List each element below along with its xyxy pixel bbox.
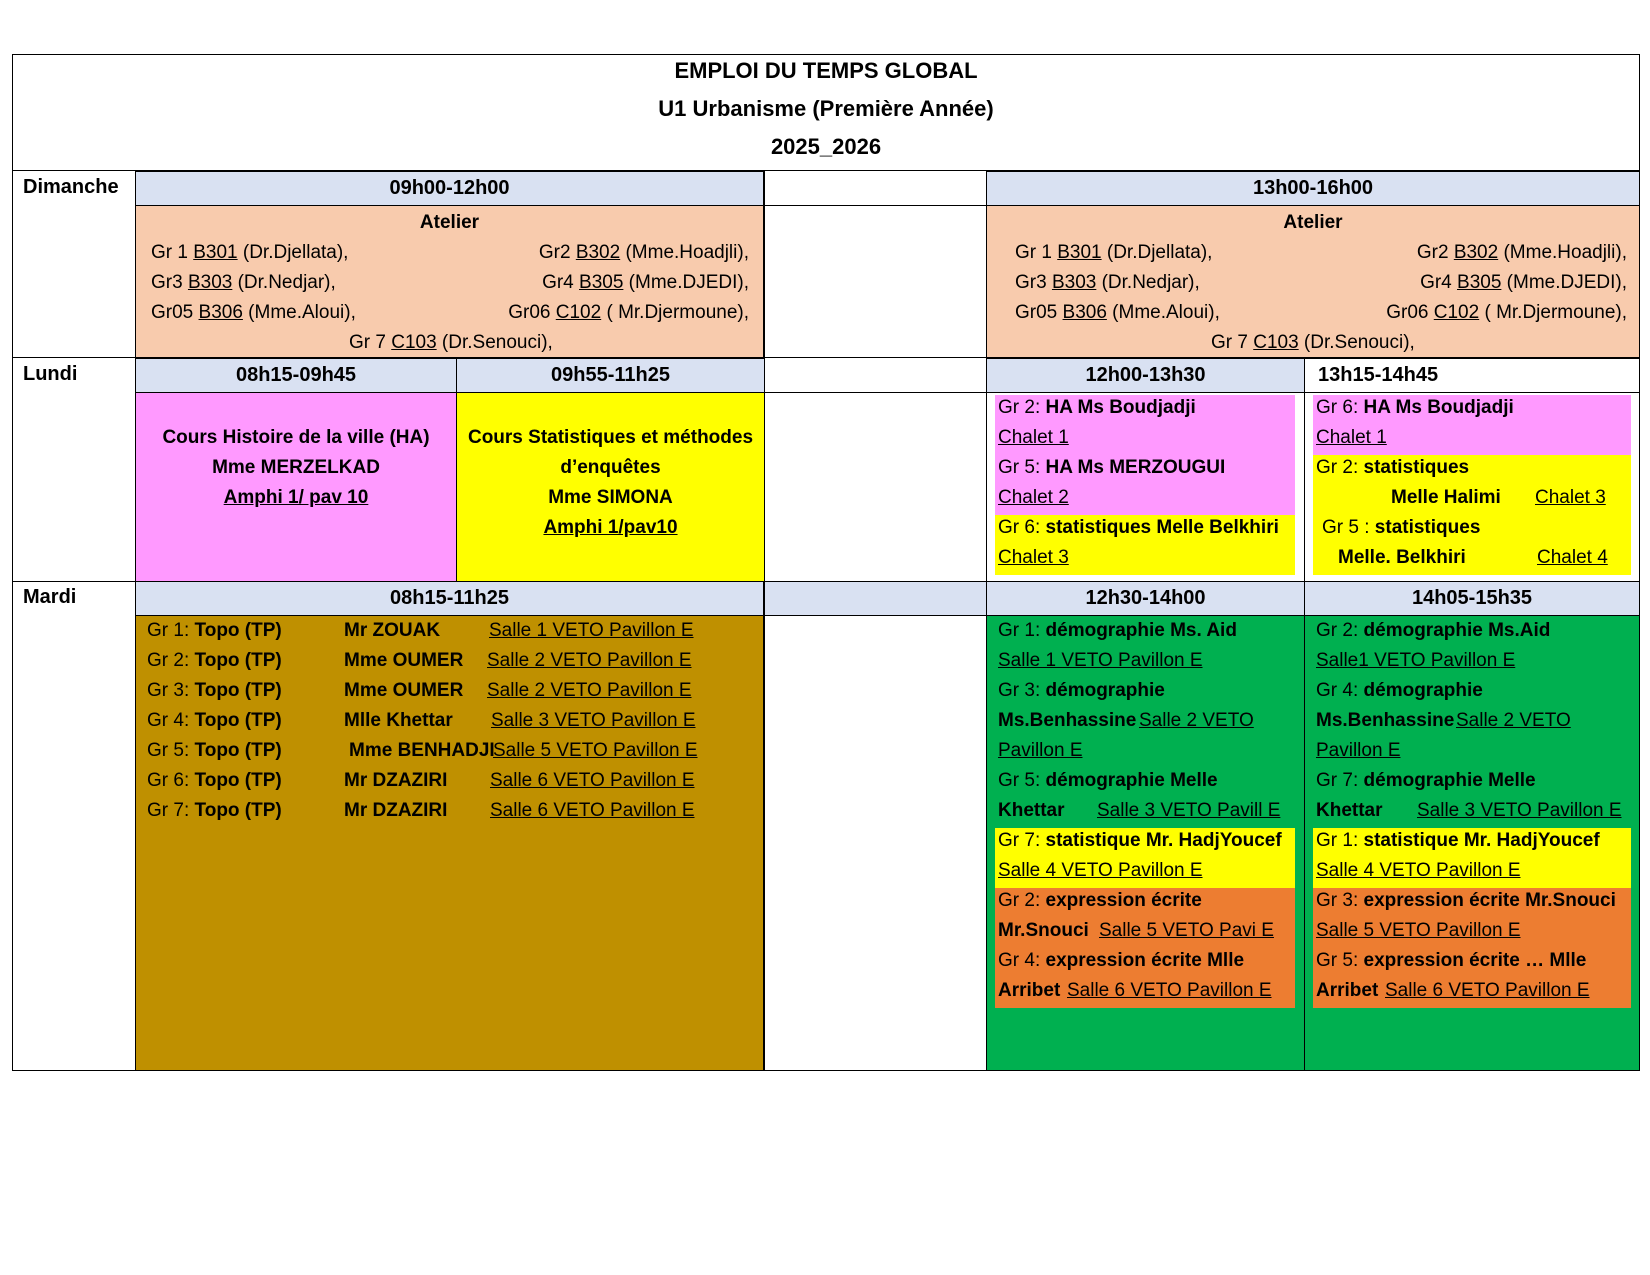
atelier-group: Gr3 B303 (Dr.Nedjar), (151, 272, 336, 293)
session-teacher: Khettar (1316, 800, 1383, 821)
topo-teacher: Mme OUMER (344, 650, 464, 671)
atelier-afternoon (986, 205, 1640, 358)
session-room: Salle 2 VETO (1456, 710, 1571, 731)
session-teacher: Mr.Snouci (998, 920, 1089, 941)
session-room: Salle 4 VETO Pavillon E (1316, 860, 1521, 881)
session-room: Chalet 1 (998, 427, 1069, 448)
session-line: Gr 5 : statistiques (1322, 517, 1481, 538)
atelier-group: Gr2 B302 (Mme.Hoadjli), (1416, 242, 1627, 263)
session-room: Salle 4 VETO Pavillon E (998, 860, 1203, 881)
session-room: Salle1 VETO Pavillon E (1316, 650, 1516, 671)
session-room: Salle 5 VETO Pavi E (1099, 920, 1274, 941)
day-label-dimanche: Dimanche (23, 176, 119, 198)
slot-header-lundi-3: 12h00-13h30 (986, 358, 1305, 393)
session-line: Gr 4: expression écrite Mlle (998, 950, 1245, 971)
topo-teacher: Mlle Khettar (344, 710, 453, 731)
session-room: Chalet 3 (1535, 487, 1606, 508)
atelier-title: Atelier (419, 212, 480, 233)
topo-room: Salle 6 VETO Pavillon E (490, 800, 695, 821)
atelier-group: Gr 1 B301 (Dr.Djellata), (1015, 242, 1213, 263)
session-room: Pavillon E (998, 740, 1083, 761)
atelier-group: Gr 7 C103 (Dr.Senouci), (1211, 332, 1415, 353)
page-title: EMPLOI DU TEMPS GLOBAL (674, 58, 978, 83)
mardi-td-cell-1 (986, 615, 1305, 1071)
session-line: Gr 2: statistiques (1316, 457, 1470, 478)
lundi-td-cell-1 (986, 392, 1305, 582)
session-room: Salle 6 VETO Pavillon E (1385, 980, 1590, 1001)
course-title: Cours Statistiques et méthodes (467, 427, 754, 448)
topo-teacher: Mr ZOUAK (344, 620, 441, 641)
topo-row: Gr 5: Topo (TP) (147, 740, 282, 761)
slot-header-mardi-empty (764, 581, 987, 616)
slot-header-dimanche-morning: 09h00-12h00 (135, 171, 764, 206)
slot-header-dimanche-afternoon: 13h00-16h00 (986, 171, 1640, 206)
session-room: Salle 1 VETO Pavillon E (998, 650, 1203, 671)
session-line: Gr 5: expression écrite … Mlle (1316, 950, 1587, 971)
title-block (12, 54, 1640, 171)
session-room: Chalet 1 (1316, 427, 1387, 448)
session-room: Salle 6 VETO Pavillon E (1067, 980, 1272, 1001)
atelier-group: Gr4 B305 (Mme.DJEDI), (542, 272, 749, 293)
session-line: Gr 2: démographie Ms.Aid (1316, 620, 1551, 641)
session-line: Gr 4: démographie (1316, 680, 1483, 701)
slot-header-lundi-4: 13h15-14h45 (1304, 358, 1640, 393)
session-teacher: Melle. Belkhiri (1338, 547, 1466, 568)
day-label-mardi: Mardi (23, 586, 77, 608)
topo-room: Salle 2 VETO Pavillon E (487, 650, 692, 671)
atelier-group: Gr2 B302 (Mme.Hoadjli), (538, 242, 749, 263)
topo-tp-block (135, 615, 764, 1071)
atelier-group: Gr 1 B301 (Dr.Djellata), (151, 242, 349, 263)
session-room: Chalet 4 (1537, 547, 1608, 568)
topo-room: Salle 6 VETO Pavillon E (490, 770, 695, 791)
row-divider (764, 392, 986, 393)
session-line: Gr 6: HA Ms Boudjadji (1316, 397, 1514, 418)
session-room: Salle 3 VETO Pavill E (1097, 800, 1281, 821)
slot-header-mardi-1: 08h15-11h25 (135, 581, 764, 616)
session-line: Gr 5: HA Ms MERZOUGUI (998, 457, 1226, 478)
session-line: Gr 2: expression écrite (998, 890, 1202, 911)
session-teacher: Arribet (998, 980, 1061, 1001)
topo-room: Salle 2 VETO Pavillon E (487, 680, 692, 701)
course-teacher: Mme SIMONA (548, 487, 673, 508)
slot-header-lundi-1: 08h15-09h45 (135, 358, 457, 393)
course-teacher: Mme MERZELKAD (212, 457, 380, 478)
topo-teacher: Mme OUMER (344, 680, 464, 701)
session-teacher: Ms.Benhassine (1316, 710, 1455, 731)
topo-room: Salle 3 VETO Pavillon E (491, 710, 696, 731)
session-room: Salle 2 VETO (1139, 710, 1254, 731)
course-statistiques (456, 392, 765, 582)
session-line: Gr 2: HA Ms Boudjadji (998, 397, 1196, 418)
day-label-lundi: Lundi (23, 363, 78, 385)
topo-row: Gr 1: Topo (TP) (147, 620, 282, 641)
session-line: Gr 7: démographie Melle (1316, 770, 1536, 791)
course-histoire-ville (135, 392, 457, 582)
course-title-cont: d’enquêtes (560, 457, 661, 478)
topo-row: Gr 7: Topo (TP) (147, 800, 282, 821)
session-line: Gr 3: démographie (998, 680, 1165, 701)
slot-header-mardi-3: 12h30-14h00 (986, 581, 1305, 616)
session-room: Chalet 3 (998, 547, 1069, 568)
session-teacher: Arribet (1316, 980, 1379, 1001)
atelier-title: Atelier (1283, 212, 1343, 233)
academic-year: 2025_2026 (770, 134, 882, 159)
course-room: Amphi 1/pav10 (543, 517, 678, 538)
atelier-group: Gr3 B303 (Dr.Nedjar), (1015, 272, 1200, 293)
page-subtitle: U1 Urbanisme (Première Année) (658, 96, 994, 121)
row-divider (764, 205, 986, 206)
topo-row: Gr 2: Topo (TP) (147, 650, 282, 671)
session-room: Pavillon E (1316, 740, 1401, 761)
topo-teacher: Mme BENHADJI (349, 740, 495, 761)
session-teacher: Ms.Benhassine (998, 710, 1137, 731)
topo-room: Salle 1 VETO Pavillon E (489, 620, 694, 641)
course-title: Cours Histoire de la ville (HA) (162, 427, 430, 448)
slot-header-lundi-2: 09h55-11h25 (456, 358, 765, 393)
session-line: Gr 1: statistique Mr. HadjYoucef (1316, 830, 1600, 851)
atelier-group: Gr 7 C103 (Dr.Senouci), (349, 332, 553, 353)
topo-teacher: Mr DZAZIRI (344, 770, 448, 791)
atelier-group: Gr05 B306 (Mme.Aloui), (1015, 302, 1220, 323)
lundi-td-cell-2 (1304, 392, 1640, 582)
session-teacher: Melle Halimi (1391, 487, 1501, 508)
topo-row: Gr 4: Topo (TP) (147, 710, 282, 731)
topo-teacher: Mr DZAZIRI (344, 800, 448, 821)
session-line: Gr 7: statistique Mr. HadjYoucef (998, 830, 1282, 851)
topo-row: Gr 3: Topo (TP) (147, 680, 282, 701)
mardi-td-cell-2 (1304, 615, 1640, 1071)
topo-room: Salle 5 VETO Pavillon E (493, 740, 698, 761)
course-room: Amphi 1/ pav 10 (223, 487, 369, 508)
slot-header-mardi-4: 14h05-15h35 (1304, 581, 1640, 616)
session-room: Salle 3 VETO Pavillon E (1417, 800, 1622, 821)
session-teacher: Khettar (998, 800, 1065, 821)
topo-row: Gr 6: Topo (TP) (147, 770, 282, 791)
atelier-group: Gr06 C102 ( Mr.Djermoune), (508, 302, 749, 323)
session-line: Gr 1: démographie Ms. Aid (998, 620, 1237, 641)
session-line: Gr 3: expression écrite Mr.Snouci (1316, 890, 1616, 911)
session-line: Gr 5: démographie Melle (998, 770, 1218, 791)
atelier-group: Gr06 C102 ( Mr.Djermoune), (1386, 302, 1627, 323)
atelier-group: Gr4 B305 (Mme.DJEDI), (1420, 272, 1627, 293)
atelier-morning (135, 205, 764, 358)
session-line: Gr 6: statistiques Melle Belkhiri (998, 517, 1279, 538)
atelier-group: Gr05 B306 (Mme.Aloui), (151, 302, 356, 323)
session-room: Salle 5 VETO Pavillon E (1316, 920, 1521, 941)
column-divider (764, 171, 765, 1071)
session-room: Chalet 2 (998, 487, 1069, 508)
